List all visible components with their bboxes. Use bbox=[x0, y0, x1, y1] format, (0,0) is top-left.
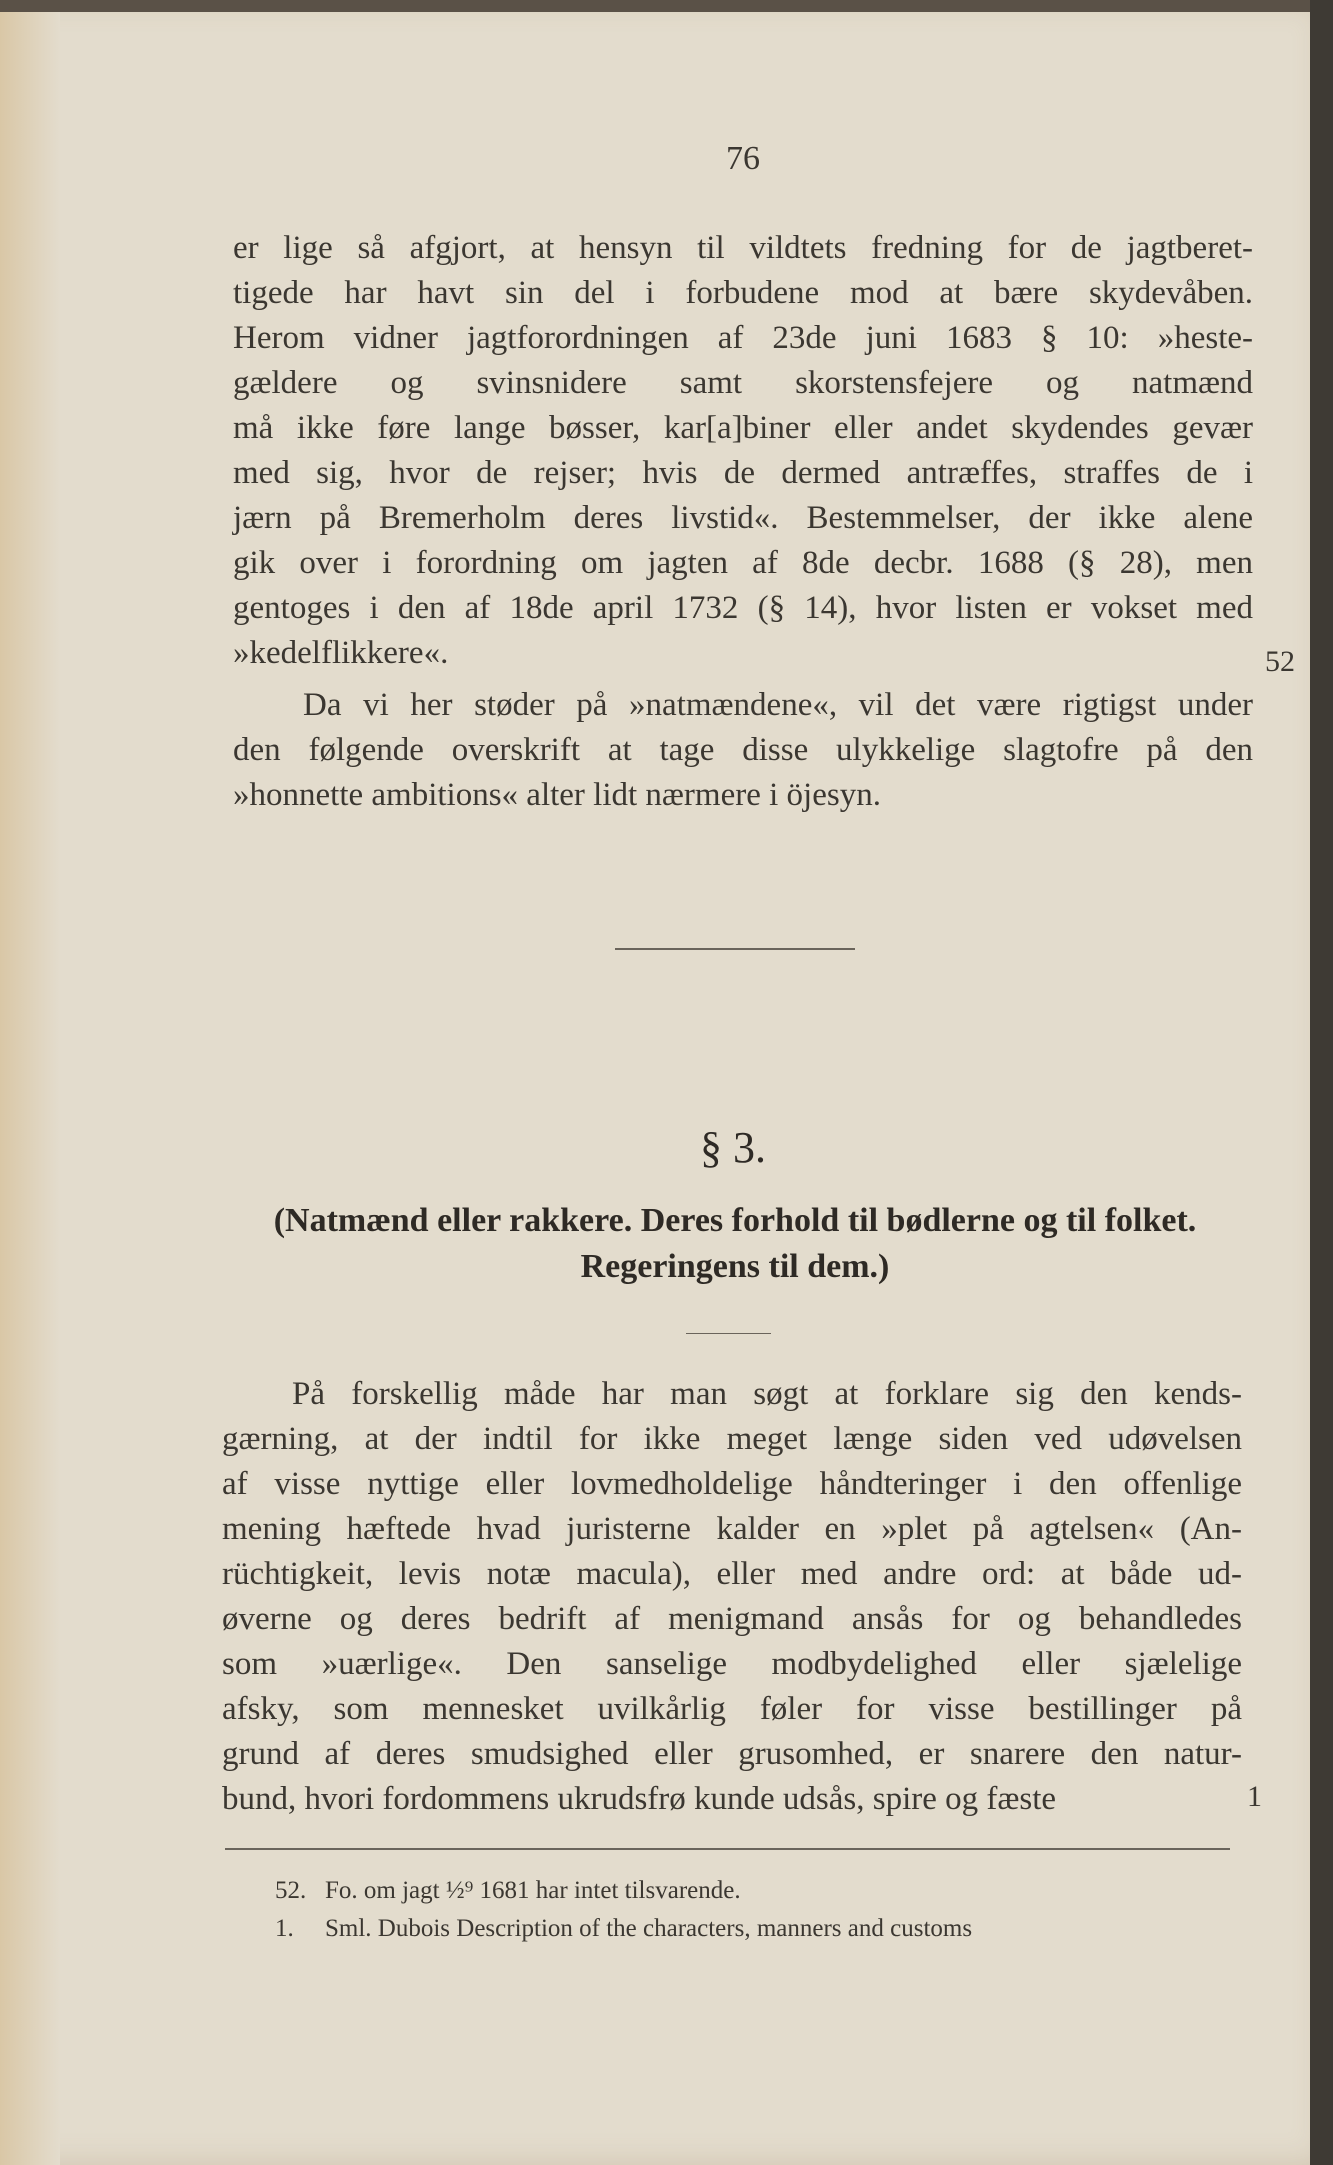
paragraph1-line: jærn på Bremerholm deres livstid«. Bestemmelser, der ikke alene bbox=[233, 500, 1253, 536]
paragraph3-line: gærning, at der indtil for ikke meget længe siden ved udøvelsen bbox=[222, 1421, 1242, 1457]
page-left-edge bbox=[0, 0, 60, 2165]
paragraph3-line: afsky, som mennesket uvilkårlig føler for visse bestillinger på bbox=[222, 1691, 1242, 1727]
paragraph1-line: Herom vidner jagtforordningen af 23de juni 1683 § 10: »heste- bbox=[233, 320, 1253, 356]
page-right-edge bbox=[1310, 0, 1333, 2165]
paragraph3-line: øverne og deres bedrift af menigmand ansås for og behandledes bbox=[222, 1601, 1242, 1637]
footnote bbox=[275, 1872, 1235, 1910]
paragraph2-line: den følgende overskrift at tage disse ulykkelige slagtofre på den bbox=[233, 732, 1253, 768]
footnote-number: 1. bbox=[275, 1915, 294, 1942]
paragraph1-line: må ikke føre lange bøsser, kar[a]biner eller andet skydendes gevær bbox=[233, 410, 1253, 446]
paragraph3-line: På forskellig måde har man søgt at forklare sig den kends- bbox=[292, 1376, 1242, 1412]
paragraph1-line: gentoges i den af 18de april 1732 (§ 14), hvor listen er vokset med bbox=[233, 590, 1253, 626]
paragraph2-line: »honnette ambitions« alter lidt nærmere i öjesyn. bbox=[233, 777, 881, 813]
page-number: 76 bbox=[726, 140, 760, 177]
section-mark: § 3. bbox=[700, 1123, 766, 1172]
paragraph3-line: bund, hvori fordommens ukrudsfrø kunde udsås, spire og fæste bbox=[222, 1781, 1057, 1817]
heading-divider-rule bbox=[686, 1333, 771, 1334]
margin-reference-52: 52 bbox=[1265, 645, 1295, 678]
footnote-number: 52. bbox=[275, 1877, 307, 1904]
paragraph1-line: gik over i forordning om jagten af 8de decbr. 1688 (§ 28), men bbox=[233, 545, 1253, 581]
paragraph3-line: af visse nyttige eller lovmedholdelige håndteringer i den offenlige bbox=[222, 1466, 1242, 1502]
paragraph1-line: er lige så afgjort, at hensyn til vildtets fredning for de jagtberet- bbox=[233, 230, 1253, 266]
paragraph1-line: tigede har havt sin del i forbudene mod at bære skydevåben. bbox=[233, 275, 1253, 311]
paragraph3-line: rüchtigkeit, levis notæ macula), eller med andre ord: at både ud- bbox=[222, 1556, 1242, 1592]
footnote-text: Sml. Dubois Description of the characters, manners and customs bbox=[325, 1915, 973, 1942]
paragraph3-line: som »uærlige«. Den sanselige modbydelighed eller sjælelige bbox=[222, 1646, 1242, 1682]
section-divider-rule bbox=[615, 948, 855, 950]
paragraph3-line: mening hæftede hvad juristerne kalder en »plet på agtelsen« (An- bbox=[222, 1511, 1242, 1547]
paragraph3-line: grund af deres smudsighed eller grusomhed, er snarere den natur- bbox=[222, 1736, 1242, 1772]
footnote bbox=[275, 1910, 1235, 1948]
paragraph1-line: gældere og svinsnidere samt skorstensfejere og natmænd bbox=[233, 365, 1253, 401]
footnote-text: Fo. om jagt ½⁹ 1681 har intet tilsvarende. bbox=[325, 1877, 741, 1904]
paragraph1-line: med sig, hvor de rejser; hvis de dermed antræffes, straffes de i bbox=[233, 455, 1253, 491]
paragraph-2 bbox=[233, 683, 1253, 818]
heading-line: (Natmænd eller rakkere. Deres forhold til bødlerne og til folket. bbox=[273, 1202, 1197, 1239]
paragraph-3 bbox=[222, 1372, 1242, 1822]
footnote-rule bbox=[225, 1848, 1230, 1850]
margin-reference-1: 1 bbox=[1247, 1780, 1262, 1813]
paragraph2-line: Da vi her støder på »natmændene«, vil det være rigtigst under bbox=[303, 687, 1253, 723]
footnotes bbox=[275, 1872, 1235, 1948]
paragraph-1 bbox=[233, 226, 1253, 676]
page-top-edge bbox=[0, 0, 1333, 12]
section-heading bbox=[220, 1198, 1250, 1290]
heading-line: Regeringens til dem.) bbox=[580, 1248, 890, 1285]
paragraph1-line: »kedelflikkere«. bbox=[233, 635, 449, 671]
